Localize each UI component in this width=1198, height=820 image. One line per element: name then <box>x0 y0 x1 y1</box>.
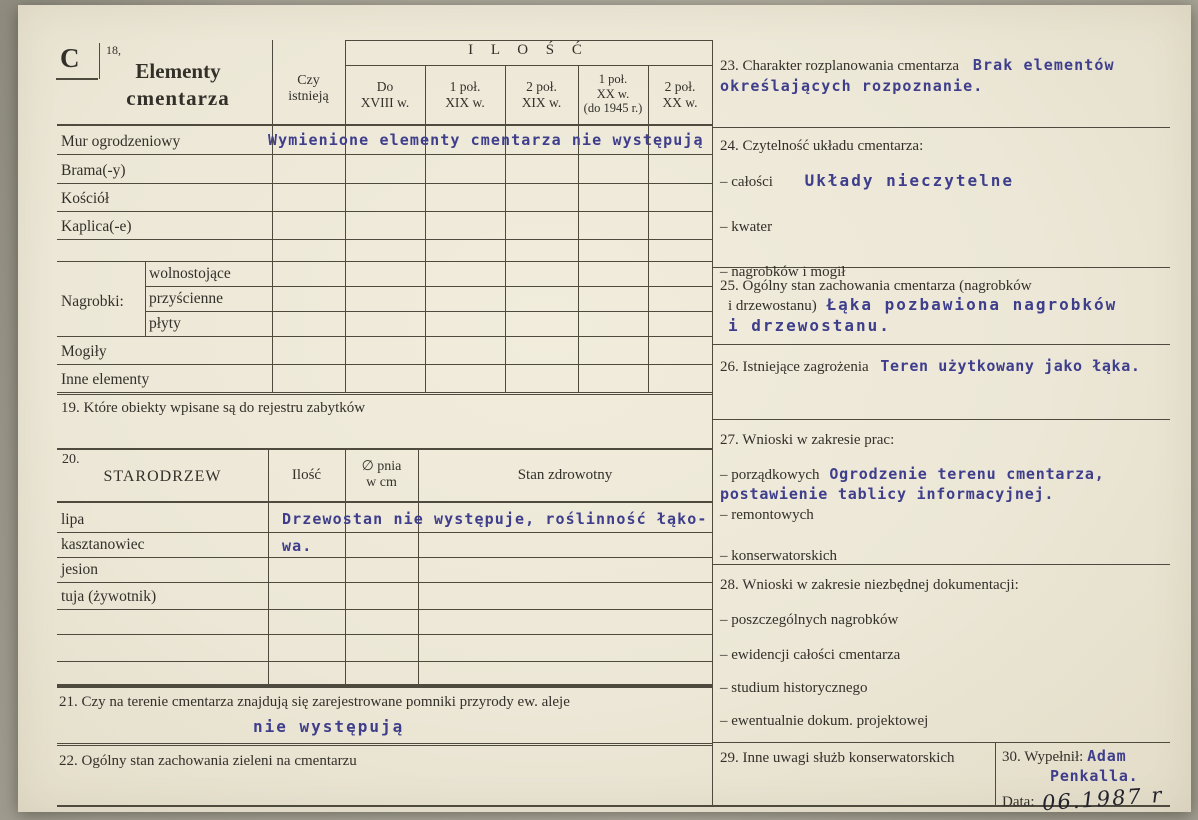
column-header-text: ∅ pnia <box>361 458 402 474</box>
row-label: płyty <box>149 315 181 332</box>
table-row <box>57 365 712 392</box>
section-19 <box>57 392 712 448</box>
column-header-text: XIX w. <box>445 94 485 110</box>
table-row <box>57 533 712 558</box>
column-header-quantity-trees <box>268 448 345 501</box>
column-header-text: Stan zdrowotny <box>517 466 613 483</box>
column-header-text: 1 poł. <box>449 78 481 94</box>
row-label: Brama(-y) <box>61 162 126 179</box>
column-header-text: XVIII w. <box>360 94 410 110</box>
section-label: 24. Czytelność układu cmentarza: <box>720 138 924 154</box>
section-label: 27. Wnioski w zakresie prac: <box>720 432 895 448</box>
form-title-line2: cmentarza <box>126 86 230 110</box>
typed-value: Teren użytkowany jako łąka. <box>880 357 1141 375</box>
typed-value-trees-line1: Drzewostan nie występuje, roślinność łąko- <box>282 510 708 528</box>
table-row <box>57 583 712 610</box>
typed-value-trees-line2: wa. <box>282 537 313 555</box>
divider-line <box>995 742 996 805</box>
list-item-label: – całości <box>720 174 773 190</box>
row-label: wolnostojące <box>149 265 231 282</box>
nagrobki-group-label: Nagrobki: <box>61 293 124 310</box>
row-label: przyścienne <box>149 290 224 307</box>
typed-value: Brak elementów <box>972 56 1115 74</box>
typed-filled-by-line1: Adam <box>1087 747 1127 765</box>
form-title <box>78 58 278 112</box>
column-header-text: 2 poł. <box>664 78 696 94</box>
starodrzew-title: STARODRZEW <box>103 468 222 485</box>
column-header-exists <box>272 63 345 115</box>
handwritten-date: 06.1987 r <box>1041 782 1165 816</box>
table-row <box>145 312 712 337</box>
typed-value: Ogrodzenie terenu cmentarza, <box>829 465 1105 483</box>
section-label: 25. Ogólny stan zachowania cmentarza (nagrobków <box>720 278 1032 294</box>
section-29 <box>720 750 990 767</box>
column-header-text: XIX w. <box>521 94 562 110</box>
typed-filled-by-line2: Penkalla. <box>1050 767 1139 785</box>
section-label: 21. Czy na terenie cmentarza znajdują się zarejestrowane pomniki przyrody ew. aleje <box>59 694 570 710</box>
table-row <box>57 635 712 662</box>
section-26 <box>712 345 1170 420</box>
table-row <box>57 558 712 583</box>
typed-value: postawienie tablicy informacyjnej. <box>720 485 1055 503</box>
column-header-text: 1 poł. <box>598 72 628 87</box>
row-label: Mur ogrodzeniowy <box>61 133 181 150</box>
section-label: 26. Istniejące zagrożenia <box>720 359 869 375</box>
column-header-text: w cm <box>366 474 397 490</box>
table-row <box>57 155 712 184</box>
table-row <box>145 262 712 287</box>
divider-line <box>345 40 712 41</box>
typed-value: Łąka pozbawiona nagrobków <box>826 295 1118 314</box>
section-24 <box>712 128 1170 280</box>
period-column-header <box>425 67 505 122</box>
row-label: lipa <box>61 511 85 528</box>
section-label: 22. Ogólny stan zachowania zieleni na cmentarzu <box>59 753 357 769</box>
period-column-header <box>578 65 648 123</box>
divider-line <box>712 742 1170 743</box>
section-letter: C <box>60 43 80 73</box>
list-item-label: – poszczególnych nagrobków <box>720 612 899 628</box>
divider-line <box>345 65 712 66</box>
list-item-label: – remontowych <box>720 507 814 523</box>
column-header-text: Czy <box>297 73 320 88</box>
typed-value: określających rozpoznanie. <box>720 77 984 95</box>
section-27 <box>712 420 1170 565</box>
section-21 <box>57 686 712 743</box>
section-label: 29. Inne uwagi służb konserwatorskich <box>720 750 955 766</box>
column-header-text: XX w. <box>662 94 698 110</box>
row-label: Mogiły <box>61 343 107 360</box>
cemetery-form-card <box>18 5 1191 816</box>
column-header-text: Ilość <box>291 466 322 483</box>
row-label: Inne elementy <box>61 371 150 388</box>
typed-value-monuments: nie występują <box>253 717 405 736</box>
period-column-header <box>648 67 712 122</box>
field-number: 18, <box>106 43 121 57</box>
section-30 <box>1002 747 1170 816</box>
table-row <box>57 240 712 262</box>
section-label: 23. Charakter rozplanowania cmentarza <box>720 58 960 74</box>
section-label: 30. Wypełnił: <box>1002 749 1084 765</box>
list-item-label: – nagrobków i mogił <box>720 264 846 280</box>
table-row <box>57 610 712 635</box>
list-item-label: – porządkowych <box>720 467 820 483</box>
table-row <box>145 287 712 312</box>
table-row <box>57 184 712 212</box>
starodrzew-number: 20. <box>62 452 80 467</box>
column-header-text: 2 poł. <box>526 78 557 94</box>
typed-value: Układy nieczytelne <box>804 171 1015 190</box>
form-title-line1: Elementy <box>135 59 221 83</box>
list-item-label: – ewentualnie dokum. projektowej <box>720 713 929 729</box>
column-header-text: istnieją <box>288 89 329 104</box>
column-header-trunk-diameter <box>345 448 418 501</box>
section-label: i drzewostanu) <box>728 298 817 314</box>
section-23 <box>712 50 1170 128</box>
row-label: Kaplica(-e) <box>61 218 132 235</box>
section-label: 28. Wnioski w zakresie niezbędnej dokumentacji: <box>720 577 1019 593</box>
list-item-label: – konserwatorskich <box>720 548 838 564</box>
row-label: tuja (żywotnik) <box>61 588 157 605</box>
period-column-header <box>345 67 425 122</box>
typed-value: i drzewostanu. <box>728 316 891 335</box>
date-label: Data: <box>1002 794 1035 810</box>
column-header-health <box>418 448 712 501</box>
column-header-text: XX w. <box>596 86 630 101</box>
row-label: Kościół <box>61 190 110 207</box>
list-item-label: – studium historycznego <box>720 680 868 696</box>
section-22 <box>57 743 712 805</box>
period-column-header <box>505 67 578 122</box>
list-item-label: – kwater <box>720 219 773 235</box>
section-label: 19. Które obiekty wpisane są do rejestru zabytków <box>61 400 366 416</box>
column-header-quantity: I L O Ś Ć <box>468 42 589 58</box>
list-item-label: – ewidencji całości cmentarza <box>720 647 901 663</box>
row-label: kasztanowiec <box>61 536 145 553</box>
row-label: jesion <box>61 561 99 578</box>
section-28 <box>712 565 1170 742</box>
table-row <box>57 212 712 240</box>
typed-value-elements: Wymienione elementy cmentarza nie występują <box>268 131 704 149</box>
table-row <box>57 662 712 684</box>
column-header-text: Do <box>376 78 394 94</box>
column-header-text: (do 1945 r.) <box>583 101 643 116</box>
section-25 <box>712 268 1170 345</box>
table-row <box>57 337 712 365</box>
